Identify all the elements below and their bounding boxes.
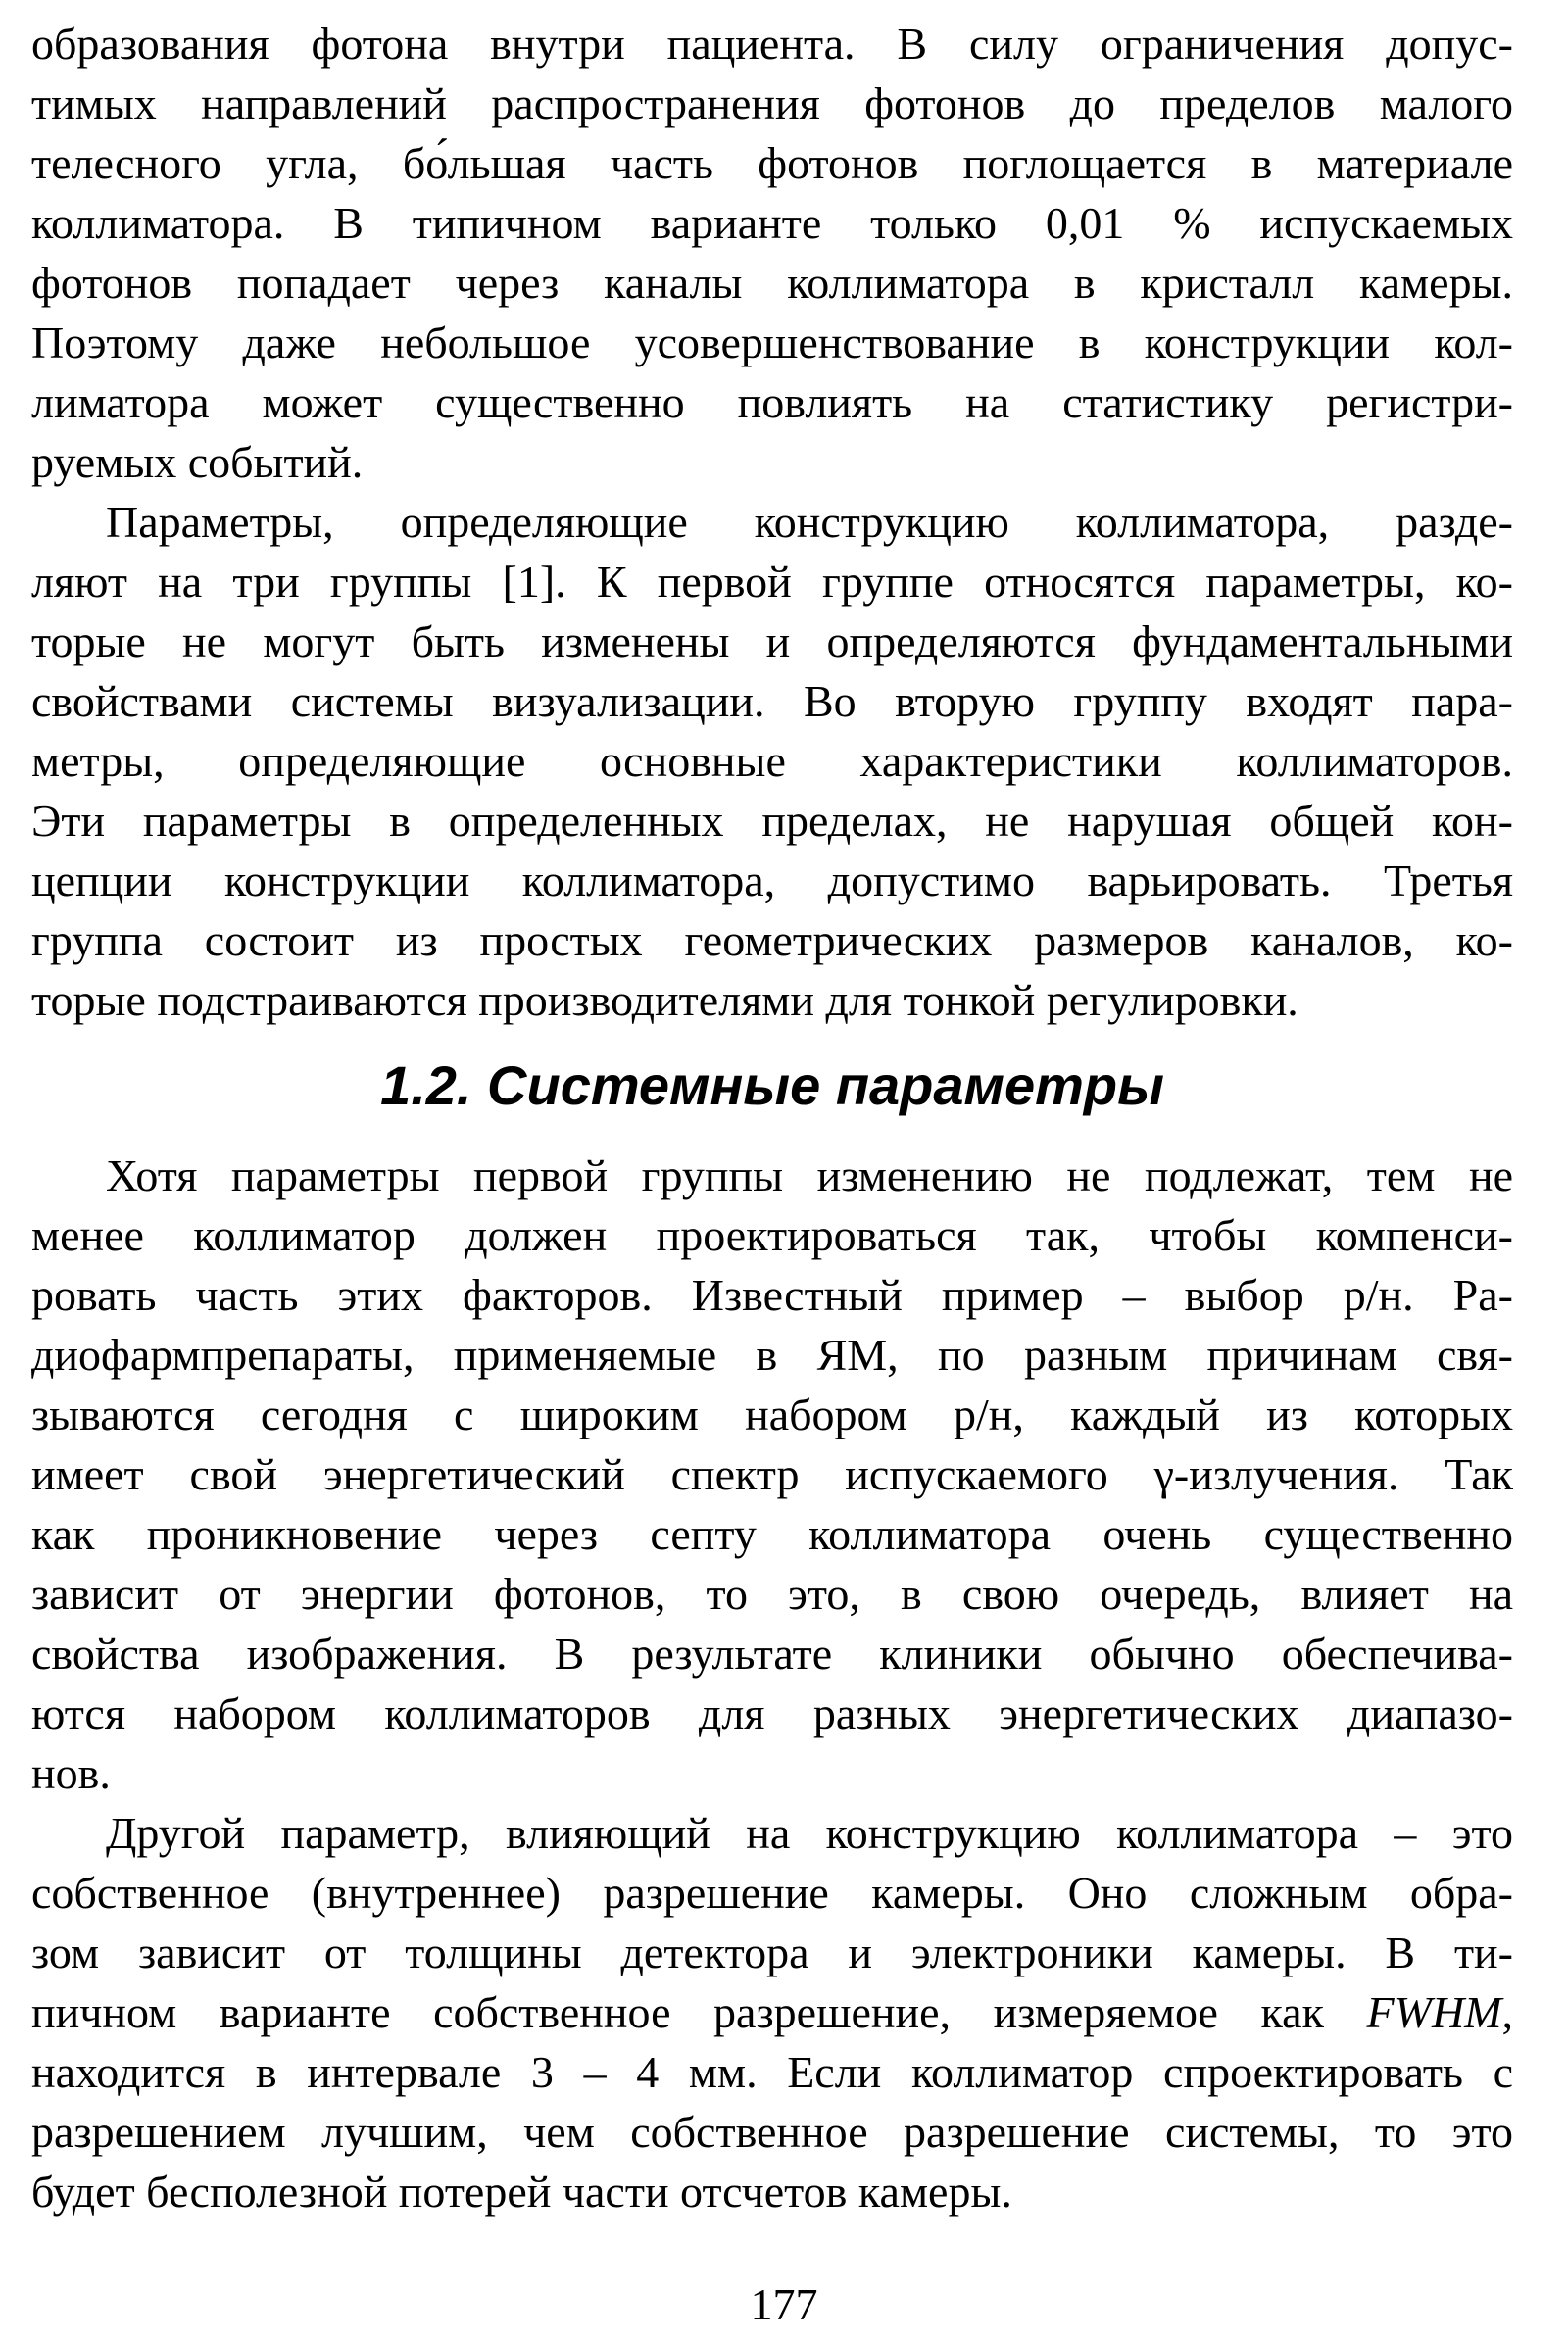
text-line: Параметры, определяющие конструкцию коллиматора, разде- [106, 497, 1513, 547]
text-line: зываются сегодня с широким набором р/н, каждый из которых [31, 1390, 1513, 1439]
text-line: пичном варианте собственное разрешение, измеряемое как FWHM, [31, 1987, 1513, 2037]
text-line: Хотя параметры первой группы изменению не подлежат, тем не [106, 1150, 1513, 1200]
text-line: метры, определяющие основные характеристики коллиматоров. [31, 736, 1513, 786]
text-line: руемых событий. [31, 437, 364, 487]
text-line: цепции конструкции коллиматора, допустимо варьировать. Третья [31, 855, 1513, 905]
text-line: Эти параметры в определенных пределах, не нарушая общей кон- [31, 796, 1513, 846]
section-heading: 1.2. Системные параметры [380, 1054, 1164, 1116]
text-line: ровать часть этих факторов. Известный пример – выбор р/н. Ра- [31, 1270, 1513, 1320]
text-line: свойствами системы визуализации. Во вторую группу входят пара- [31, 676, 1513, 726]
text-line: находится в интервале 3 – 4 мм. Если коллиматор спроектировать с [31, 2047, 1513, 2097]
text-line: диофармпрепараты, применяемые в ЯМ, по разным причинам свя- [31, 1330, 1513, 1380]
text-line: имеет свой энергетический спектр испускаемого γ-излучения. Так [31, 1449, 1513, 1499]
text-line: как проникновение через септу коллиматора очень существенно [31, 1509, 1513, 1559]
text-line: образования фотона внутри пациента. В силу ограничения допус- [31, 19, 1513, 69]
text-line: зом зависит от толщины детектора и электроники камеры. В ти- [31, 1927, 1513, 1977]
text-line: торые не могут быть изменены и определяются фундаментальными [31, 616, 1513, 666]
text-line: торые подстраиваются производителями для тонкой регулировки. [31, 975, 1298, 1025]
body-text [31, 14, 1513, 2221]
text-line: Другой параметр, влияющий на конструкцию коллиматора – это [106, 1808, 1513, 1858]
text-line: телесного угла, бо́льшая часть фотонов поглощается в материале [31, 138, 1513, 188]
text-line: разрешением лучшим, чем собственное разрешение системы, то это [31, 2107, 1513, 2157]
text-line: фотонов попадает через каналы коллиматора в кристалл камеры. [31, 258, 1513, 308]
text-line: собственное (внутреннее) разрешение камеры. Оно сложным обра- [31, 1868, 1513, 1918]
text-line: зависит от энергии фотонов, то это, в свою очередь, влияет на [31, 1569, 1513, 1619]
text-line: ются набором коллиматоров для разных энергетических диапазо- [31, 1688, 1513, 1738]
text-line: лиматора может существенно повлиять на статистику регистри- [31, 377, 1513, 427]
text-line: будет бесполезной потерей части отсчетов камеры. [31, 2167, 1012, 2217]
text-line: коллиматора. В типичном варианте только 0,01 % испускаемых [31, 198, 1513, 248]
text-line: ляют на три группы [1]. К первой группе относятся параметры, ко- [31, 557, 1513, 607]
text-line: менее коллиматор должен проектироваться так, чтобы компенси- [31, 1210, 1513, 1260]
text-line: Поэтому даже небольшое усовершенствование в конструкции кол- [31, 317, 1513, 367]
text-line: свойства изображения. В результате клиники обычно обеспечива- [31, 1629, 1513, 1679]
text-line: группа состоит из простых геометрических размеров каналов, ко- [31, 915, 1513, 965]
text-line: нов. [31, 1748, 111, 1798]
text-line: тимых направлений распространения фотонов до пределов малого [31, 78, 1513, 128]
page-number: 177 [750, 2279, 818, 2329]
